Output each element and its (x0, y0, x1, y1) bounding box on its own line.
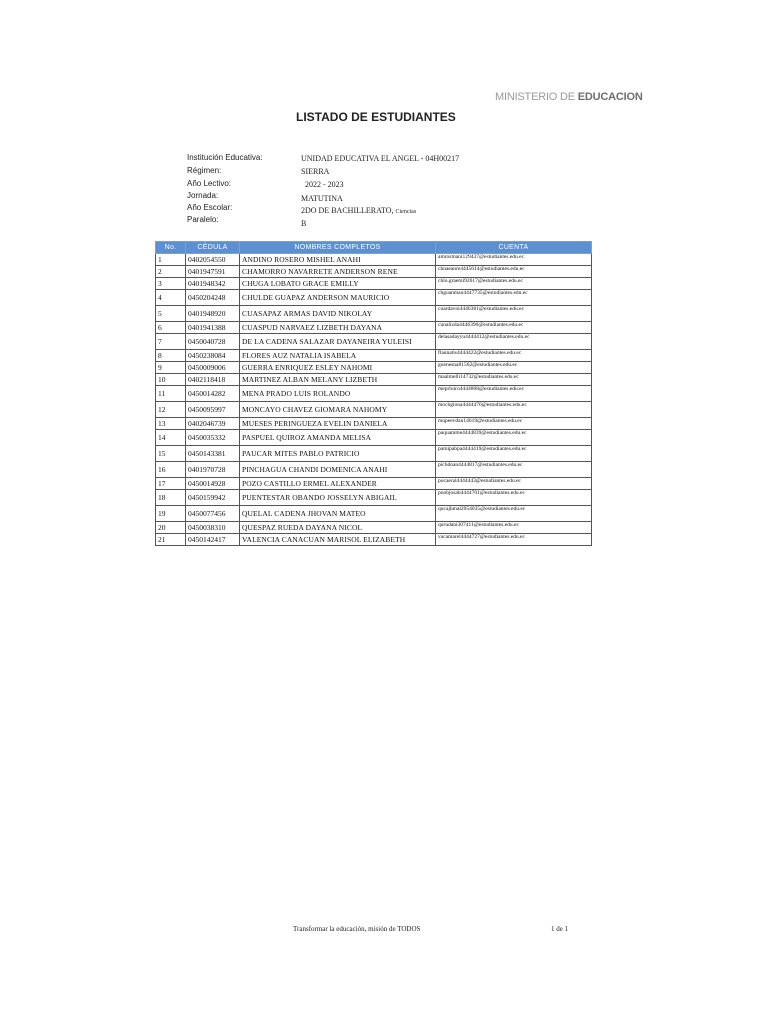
row-name: MUESES PERINGUEZA EVELIN DANIELA (240, 418, 436, 430)
table-row (156, 462, 592, 478)
row-name: PAUCAR MITES PABLO PATRICIO (240, 446, 436, 462)
logo-light-text: MINISTERIO DE (495, 91, 578, 103)
table-row (156, 506, 592, 522)
row-email: mupeevdan14619@estudiantes.edu.ec (436, 418, 592, 430)
row-name: VALENCIA CANACUAN MARISOL ELIZABETH (240, 534, 436, 546)
row-name: GUERRA ENRIQUEZ ESLEY NAHOMI (240, 362, 436, 374)
anio-lectivo-label: Año Lectivo: (187, 179, 232, 188)
institucion-label: Institución Educativa: (187, 153, 263, 162)
anio-lectivo-value: 2022 - 2023 (305, 180, 344, 189)
row-email: qucajhmal2054035@estudiantes.edu.ec (436, 506, 592, 522)
row-email: flaunatis4444422@estudiantes.edu.ec (436, 350, 592, 362)
table-row (156, 254, 592, 266)
row-email: pocaeral4444443@estudiantes.edu.ec (436, 478, 592, 490)
row-name: ANDINO ROSERO MISHEL ANAHI (240, 254, 436, 266)
row-number: 16 (156, 462, 186, 478)
table-row (156, 374, 592, 386)
table-row (156, 266, 592, 278)
header-cedula: CÉDULA (186, 242, 240, 254)
table-row (156, 430, 592, 446)
row-name: CHULDE GUAPAZ ANDERSON MAURICIO (240, 290, 436, 306)
anio-escolar-label: Año Escolar: (187, 203, 233, 212)
anio-escolar-main: 2DO DE BACHILLERATO, (301, 206, 396, 215)
row-cedula: 0450009006 (186, 362, 240, 374)
row-number: 11 (156, 386, 186, 402)
row-email: cunalizda4446390@estudiantes.edu.ec (436, 322, 592, 334)
row-cedula: 0450038310 (186, 522, 240, 534)
institucion-value: UNIDAD EDUCATIVA EL ANGEL - 04H00217 (301, 154, 460, 163)
row-number: 7 (156, 334, 186, 350)
table-row (156, 534, 592, 546)
row-number: 1 (156, 254, 186, 266)
header-cuenta: CUENTA (436, 242, 592, 254)
table-header-row (156, 242, 592, 254)
row-cedula: 0402054550 (186, 254, 240, 266)
table-row (156, 350, 592, 362)
row-cedula: 0450143381 (186, 446, 240, 462)
row-name: POZO CASTILLO ERMEL ALEXANDER (240, 478, 436, 490)
row-cedula: 0401948920 (186, 306, 240, 322)
row-cedula: 0450238084 (186, 350, 240, 362)
row-email: guenesna81562@estudiantes.edu.ec (436, 362, 592, 374)
row-email: maalmelli14732@estudiantes.edu.ec (436, 374, 592, 386)
row-name: MONCAYO CHAVEZ GIOMARA NAHOMY (240, 402, 436, 418)
row-cedula: 0450077456 (186, 506, 240, 522)
jornada-value: MATUTINA (301, 194, 343, 203)
row-email: vacamarel4444727@estudiantes.edu.ec (436, 534, 592, 546)
row-email: mochgiona4444476@estudiantes.edu.ec (436, 402, 592, 418)
row-cedula: 0450014282 (186, 386, 240, 402)
row-cedula: 0450035332 (186, 430, 240, 446)
row-number: 20 (156, 522, 186, 534)
regimen-label: Régimen: (187, 166, 222, 175)
row-email: delasadayyu4444412@estudiantes.edu.ec (436, 334, 592, 350)
row-number: 13 (156, 418, 186, 430)
row-cedula: 0450159942 (186, 490, 240, 506)
row-number: 14 (156, 430, 186, 446)
row-name: MENA PRADO LUIS ROLANDO (240, 386, 436, 402)
row-email: puobjosab4444701@estudiantes.edu.ec (436, 490, 592, 506)
row-cedula: 0401970728 (186, 462, 240, 478)
row-number: 8 (156, 350, 186, 362)
row-email: meprluiro4444808@estudiantes.edu.ec (436, 386, 592, 402)
paralelo-value: B (301, 219, 307, 228)
regimen-value: SIERRA (301, 167, 330, 176)
row-number: 9 (156, 362, 186, 374)
row-name: CUASPUD NARVAEZ LIZBETH DAYANA (240, 322, 436, 334)
row-email: qurudani307411@estudiantes.edu.ec (436, 522, 592, 534)
row-cedula: 0450040728 (186, 334, 240, 350)
row-name: DE LA CADENA SALAZAR DAYANEIRA YULEISI (240, 334, 436, 350)
table-row (156, 386, 592, 402)
row-number: 4 (156, 290, 186, 306)
row-email: pichdoan4444817@estudiantes.edu.ec (436, 462, 592, 478)
table-row (156, 306, 592, 322)
row-name: PUENTESTAR OBANDO JOSSELYN ABIGAIL (240, 490, 436, 506)
row-name: CUASAPAZ ARMAS DAVID NIKOLAY (240, 306, 436, 322)
row-name: QUELAL CADENA JHOVAN MATEO (240, 506, 436, 522)
row-email: amrosmani129437@estudiantes.edu.ec (436, 254, 592, 266)
anio-escolar-suffix: Ciencias (395, 209, 417, 215)
footer-slogan: Transformar la educación, misión de TODOS (293, 925, 421, 933)
row-number: 15 (156, 446, 186, 462)
table-row (156, 362, 592, 374)
row-email: cuardavni4446381@estudiantes.edu.ec (436, 306, 592, 322)
table-row (156, 334, 592, 350)
row-email: chnaeanre4445614@estudiantes.edu.ec (436, 266, 592, 278)
row-cedula: 0450095997 (186, 402, 240, 418)
row-number: 18 (156, 490, 186, 506)
row-number: 12 (156, 402, 186, 418)
row-name: QUESPAZ RUEDA DAYANA NICOL (240, 522, 436, 534)
row-cedula: 0401947591 (186, 266, 240, 278)
row-cedula: 0402046739 (186, 418, 240, 430)
row-cedula: 0401948342 (186, 278, 240, 290)
anio-escolar-value (301, 206, 416, 215)
row-number: 17 (156, 478, 186, 490)
ministerio-logo (495, 91, 643, 103)
row-name: FLORES AUZ NATALIA ISABELA (240, 350, 436, 362)
row-cedula: 0402118418 (186, 374, 240, 386)
row-number: 19 (156, 506, 186, 522)
row-number: 2 (156, 266, 186, 278)
table-row (156, 290, 592, 306)
row-email: pamipabpa4444419@estudiantes.edu.ec (436, 446, 592, 462)
row-email: paquamme4444839@estudiantes.edu.ec (436, 430, 592, 446)
row-cedula: 0450014928 (186, 478, 240, 490)
table-row (156, 402, 592, 418)
row-name: CHAMORRO NAVARRETE ANDERSON RENE (240, 266, 436, 278)
page-title: LISTADO DE ESTUDIANTES (296, 110, 456, 124)
row-number: 21 (156, 534, 186, 546)
table-row (156, 522, 592, 534)
row-name: PINCHAGUA CHANDI DOMENICA ANAHI (240, 462, 436, 478)
table-row (156, 278, 592, 290)
row-email: chlo.graemi92617@estudiantes.edu.ec (436, 278, 592, 290)
table-row (156, 322, 592, 334)
table-row (156, 478, 592, 490)
table-row (156, 490, 592, 506)
row-cedula: 0450142417 (186, 534, 240, 546)
row-name: MARTINEZ ALBAN MELANY LIZBETH (240, 374, 436, 386)
row-email: chguanmau4447735@estudiantes.edu.ec (436, 290, 592, 306)
row-number: 10 (156, 374, 186, 386)
table-row (156, 446, 592, 462)
students-table (155, 241, 592, 546)
header-no: No. (156, 242, 186, 254)
paralelo-label: Paralelo: (187, 215, 219, 224)
jornada-label: Jornada: (187, 191, 219, 200)
row-cedula: 0450204248 (186, 290, 240, 306)
header-nombres: NOMBRES COMPLETOS (240, 242, 436, 254)
row-name: PASPUEL QUIROZ AMANDA MELISA (240, 430, 436, 446)
row-number: 5 (156, 306, 186, 322)
table-row (156, 418, 592, 430)
row-cedula: 0401941388 (186, 322, 240, 334)
footer-page-number: 1 de 1 (551, 925, 569, 933)
logo-bold-text: EDUCACION (577, 91, 643, 103)
row-number: 6 (156, 322, 186, 334)
row-number: 3 (156, 278, 186, 290)
row-name: CHUGA LOBATO GRACE EMILLY (240, 278, 436, 290)
